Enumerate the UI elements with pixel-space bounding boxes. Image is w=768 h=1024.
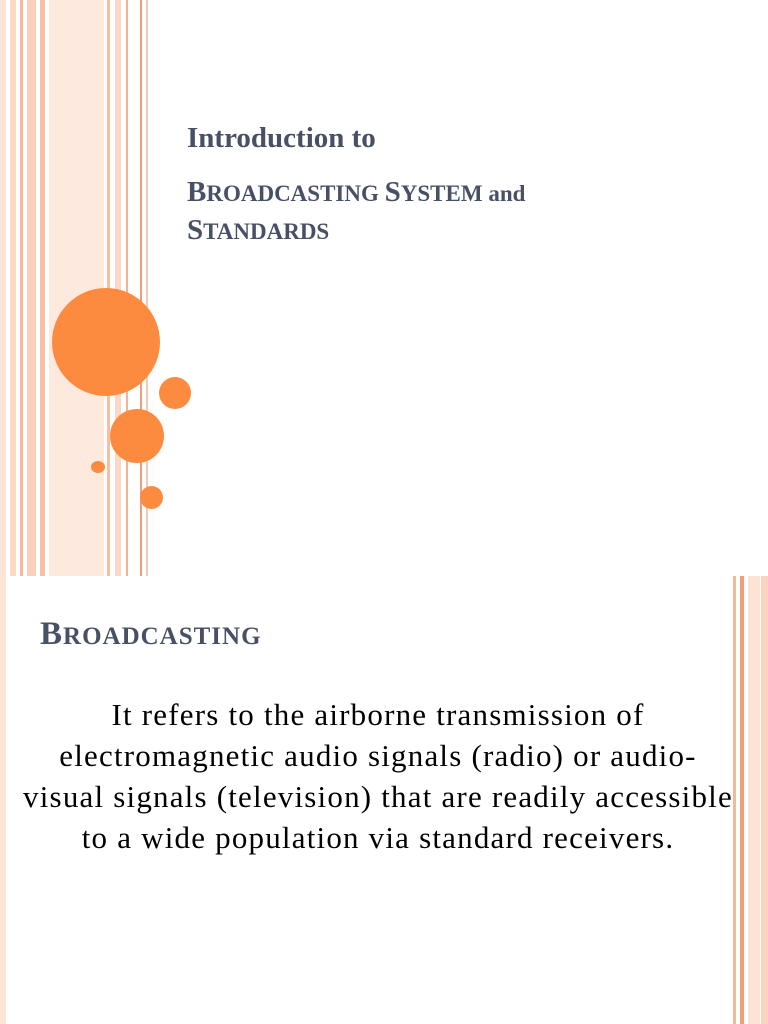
slide-title-line2 [187, 176, 525, 209]
decorative-stripe [126, 0, 128, 576]
decorative-circle-small [159, 377, 191, 409]
decorative-stripe [0, 576, 6, 1024]
decorative-stripe [10, 0, 16, 576]
decorative-stripe [0, 0, 6, 576]
decorative-circle-medium [110, 409, 164, 463]
content-slide-heading [40, 616, 262, 653]
decorative-stripe [740, 576, 744, 1024]
decorative-stripe [761, 576, 768, 1024]
slide-title-line1: Introduction to [187, 122, 376, 154]
title-word-initial: S [384, 176, 401, 208]
decorative-stripe [20, 0, 23, 576]
slide-title-line3 [187, 214, 329, 247]
decorative-stripe [27, 0, 36, 576]
title-word-rest: YSTEM [400, 181, 483, 206]
title-word-rest: TANDARDS [203, 219, 330, 244]
decorative-circle-dot [91, 461, 105, 473]
content-slide-body: It refers to the airborne transmission of electromagnetic audio signals (radio) or audio-visual signals (television) that are readily accessible to a wide population via standard receivers. [23, 697, 733, 855]
heading-initial: B [40, 616, 64, 652]
decorative-circle-large [52, 288, 160, 396]
decorative-stripe [40, 0, 45, 576]
decorative-circle-small [140, 486, 163, 509]
decorative-stripe [748, 576, 760, 1024]
heading-rest: ROADCASTING [63, 623, 262, 650]
title-word-rest: ROADCASTING [206, 181, 379, 206]
title-word-initial: B [187, 176, 207, 208]
title-word: and [488, 181, 526, 206]
title-word-initial: S [187, 214, 204, 246]
